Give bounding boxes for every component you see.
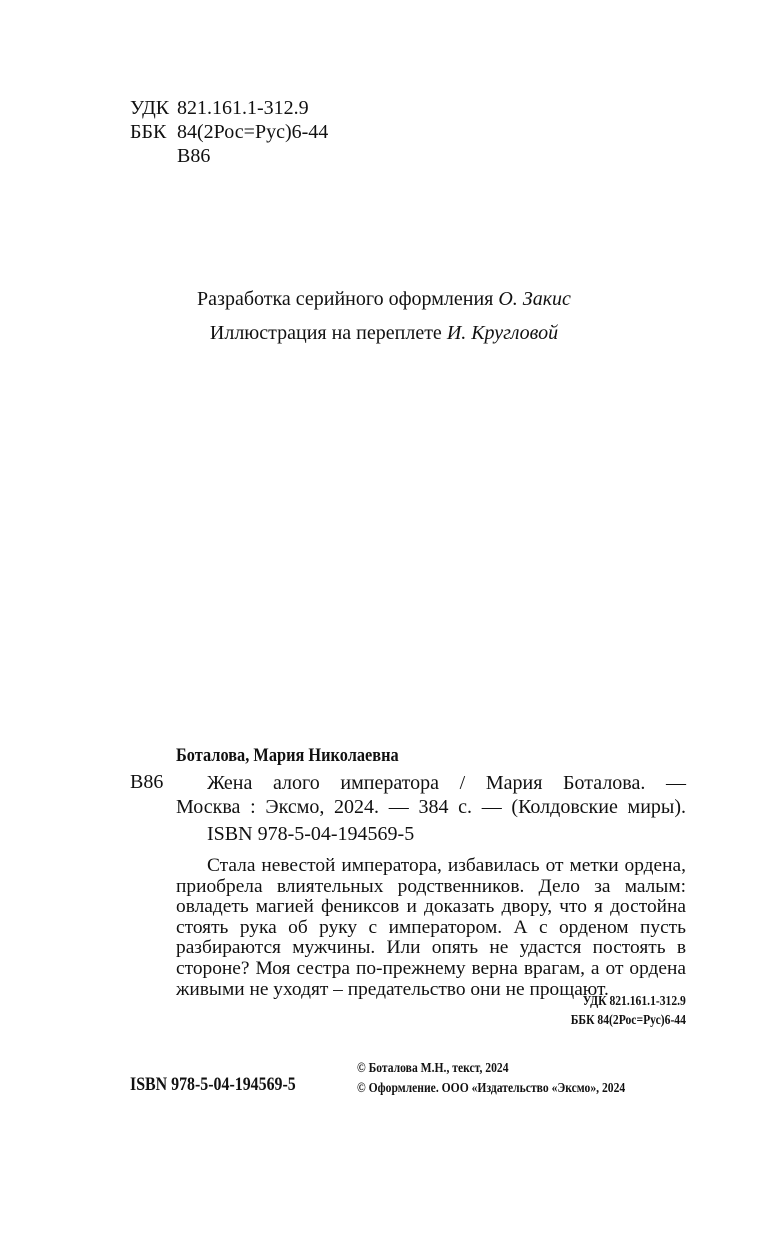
illustration-credit-label: Иллюстрация на переплете: [209, 322, 447, 344]
bib-isbn: ISBN 978-5-04-194569-5: [207, 823, 415, 845]
annotation: [176, 856, 686, 1000]
design-credit-name: О. Закис: [498, 288, 571, 310]
design-credit: [0, 288, 768, 311]
bbk-label: ББК: [130, 121, 167, 143]
udk-value: 821.161.1-312.9: [177, 97, 309, 119]
bib-title-line: Жена алого императора / Мария Боталова. —: [207, 772, 686, 794]
illustration-credit: [0, 322, 768, 345]
cutter-row: [130, 144, 328, 168]
author-heading: Боталова, Мария Николаевна: [176, 745, 399, 766]
udk-row: [130, 96, 328, 120]
bbk-row: [130, 120, 328, 144]
design-credit-label: Разработка серийного оформления: [197, 288, 499, 310]
udk-small: УДК 821.161.1-312.9: [582, 993, 686, 1008]
isbn-footer: ISBN 978-5-04-194569-5: [130, 1075, 296, 1095]
udk-label: УДК: [130, 97, 170, 119]
bib-publisher-line: Москва : Эксмо, 2024. — 384 с. — (Колдовские миры).: [176, 796, 686, 818]
bbk-value: 84(2Рос=Рус)6-44: [177, 121, 329, 143]
copyright-design: © Оформление. ООО «Издательство «Эксмо», 2024: [357, 1080, 626, 1095]
annotation-text: Стала невестой императора, избавилась от метки ордена, приобрела влиятельных родственников. Дело за малым: овладеть магией фениксов и доказать двору, что я достойна стоять рука об руку с императором. А с орденом пусть разбираются мужчины. Или опять не удастся постоять в стороне? Моя сестра по-прежнему верна врагам, а от ордена живыми не уходят – предательство они не прощают.: [176, 855, 686, 1000]
classification-block: [130, 96, 328, 168]
copyright-text: © Боталова М.Н., текст, 2024: [357, 1060, 509, 1075]
bbk-small: ББК 84(2Рос=Рус)6-44: [570, 1012, 686, 1027]
illustration-credit-name: И. Кругловой: [446, 322, 559, 344]
bib-cutter: В86: [130, 771, 164, 793]
cutter-number: В86: [177, 145, 211, 167]
